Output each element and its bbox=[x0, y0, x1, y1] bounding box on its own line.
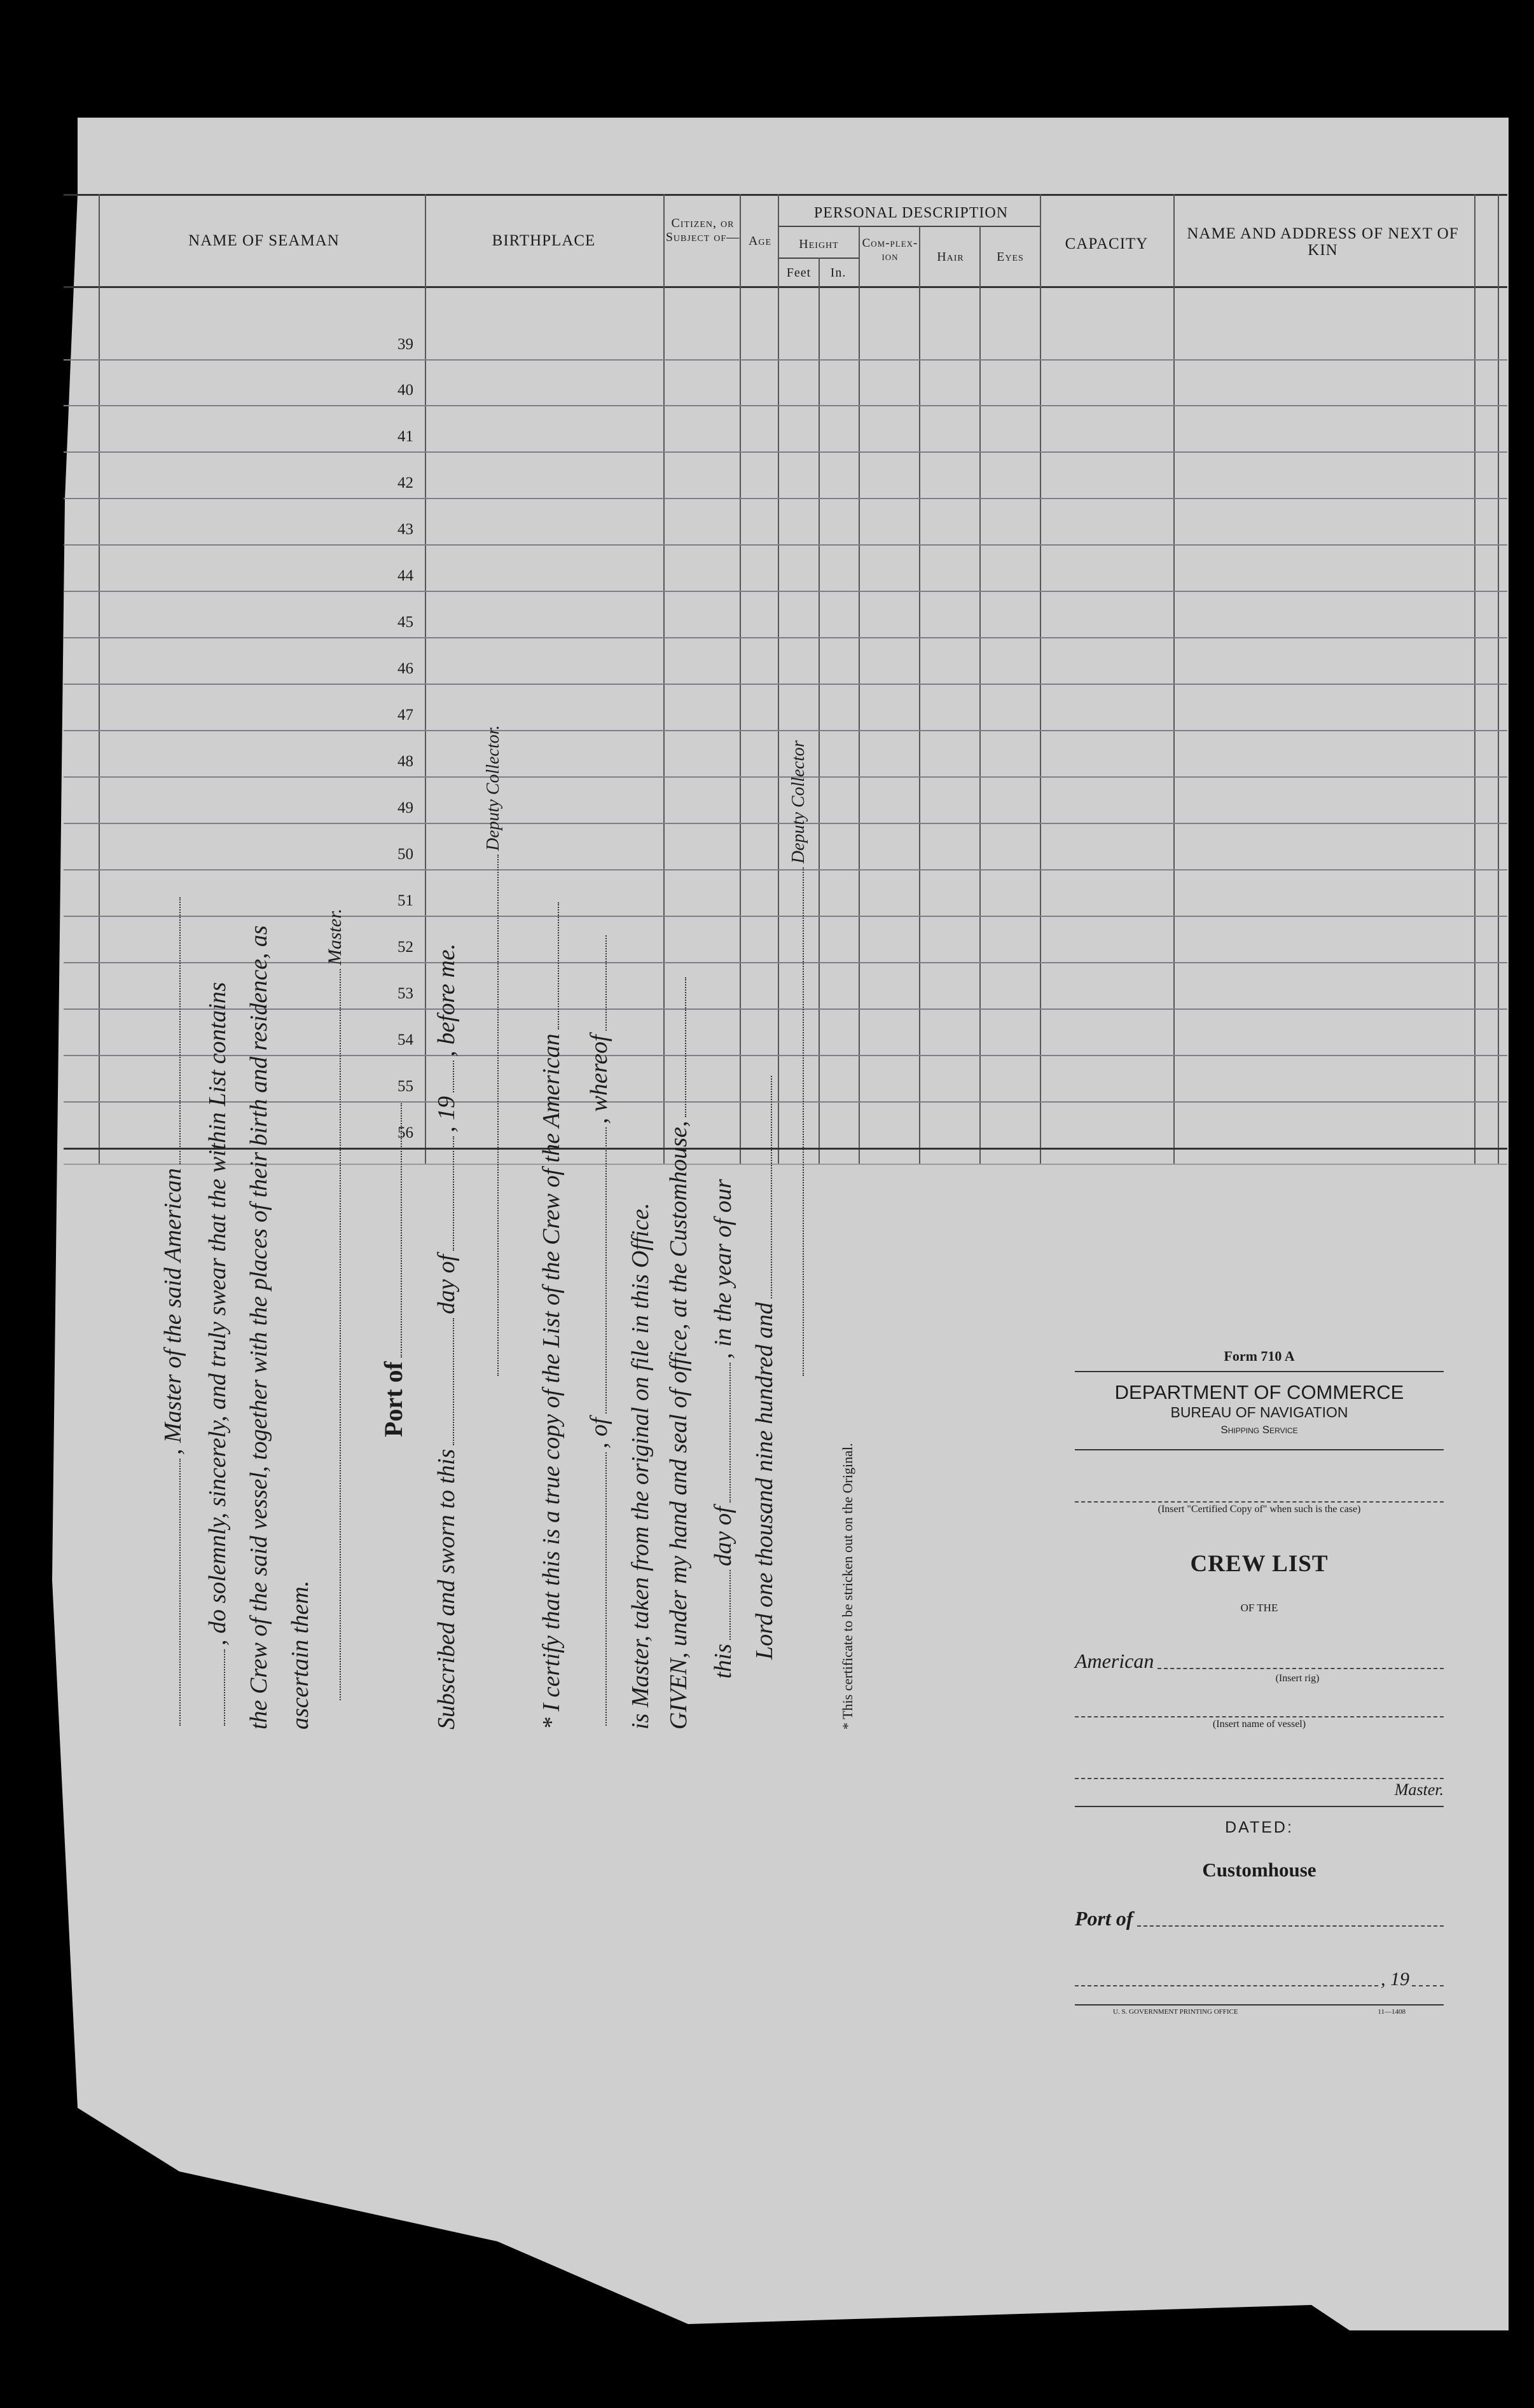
dated-label: DATED: bbox=[1225, 1819, 1294, 1836]
personal-desc-rule bbox=[779, 226, 1041, 227]
bureau-title: BUREAU OF NAVIGATION bbox=[1170, 1404, 1348, 1421]
subscribed-line: Subscribed and sworn to thisday of, 19, before me. bbox=[433, 943, 460, 1730]
insert-certified-note: (Insert "Certified Copy of" when such is the case) bbox=[1157, 1504, 1361, 1515]
of-the-label: OF THE bbox=[1240, 1602, 1278, 1614]
row-number: 42 bbox=[397, 474, 413, 492]
row-number: 44 bbox=[397, 567, 413, 584]
row-rule bbox=[64, 359, 1507, 361]
row-number: 46 bbox=[397, 660, 413, 677]
customhouse-label: Customhouse bbox=[1202, 1859, 1316, 1881]
row-number: 49 bbox=[397, 799, 413, 816]
american-rig-line bbox=[1075, 1649, 1444, 1673]
row-number: 56 bbox=[397, 1124, 413, 1141]
footnote: * This certificate to be stricken out on the Original. bbox=[840, 1443, 855, 1730]
row-number: 43 bbox=[397, 521, 413, 538]
service-title: Shipping Service bbox=[1220, 1424, 1298, 1436]
col-height: Height bbox=[799, 237, 839, 251]
col-age: Age bbox=[748, 234, 772, 248]
row-rule bbox=[64, 405, 1507, 406]
insert-name-note: (Insert name of vessel) bbox=[1212, 1719, 1306, 1730]
cover-panel bbox=[1075, 1348, 1444, 2016]
oath-line-3: the Crew of the said vessel, together with the places of their birth and residence, as bbox=[245, 925, 272, 1730]
table-top-rule bbox=[64, 194, 1507, 196]
oath-line-1: , Master of the said American bbox=[159, 893, 187, 1730]
cover-rule bbox=[1075, 1449, 1444, 1450]
row-number: 41 bbox=[397, 428, 413, 445]
oath-line-4: ascertain them. bbox=[287, 1580, 314, 1730]
col-personal-description: PERSONAL DESCRIPTION bbox=[813, 205, 1009, 221]
row-number: 54 bbox=[397, 1031, 413, 1049]
row-rule bbox=[64, 451, 1507, 453]
col-eyes: Eyes bbox=[997, 250, 1024, 264]
printer-line bbox=[1075, 2008, 1444, 2016]
port-of-field bbox=[1075, 1907, 1444, 1930]
form-number: Form 710 A bbox=[1224, 1348, 1295, 1364]
table-header-bottom-rule bbox=[64, 286, 1507, 288]
col-inches: In. bbox=[830, 266, 846, 280]
col-feet: Feet bbox=[786, 266, 812, 280]
row-number: 52 bbox=[397, 939, 413, 956]
printer-label: U. S. GOVERNMENT PRINTING OFFICE bbox=[1113, 2008, 1238, 2016]
row-number: 53 bbox=[397, 985, 413, 1002]
insert-rig-note: (Insert rig) bbox=[1275, 1673, 1320, 1684]
cover-rule bbox=[1075, 1806, 1444, 1807]
crew-list-title: CREW LIST bbox=[1190, 1551, 1329, 1577]
port-of-line: Port of bbox=[378, 1099, 408, 1437]
print-code: 11—1408 bbox=[1378, 2008, 1406, 2016]
col-name-of-seaman: NAME OF SEAMAN bbox=[188, 232, 340, 249]
master-sign-line: Master. bbox=[324, 909, 346, 1704]
row-number: 50 bbox=[397, 846, 413, 863]
row-rule bbox=[64, 498, 1507, 499]
row-number: 51 bbox=[397, 892, 413, 909]
of-whereof-line: , of, whereof bbox=[585, 932, 613, 1730]
deputy-collector-2-line: Deputy Collector bbox=[789, 740, 809, 1380]
row-number: 47 bbox=[397, 706, 413, 724]
row-number: 55 bbox=[397, 1078, 413, 1095]
certified-copy-line bbox=[1075, 1501, 1444, 1503]
american-label: American bbox=[1075, 1649, 1154, 1672]
col-birthplace: BIRTHPLACE bbox=[492, 232, 596, 249]
master-label: Master. bbox=[1394, 1780, 1444, 1799]
cover-rule bbox=[1075, 1371, 1444, 1372]
year-label: , 19 bbox=[1381, 1969, 1409, 1990]
col-next-of-kin: NAME AND ADDRESS OF NEXT OF KIN bbox=[1187, 225, 1459, 259]
row-number: 48 bbox=[397, 753, 413, 770]
is-master-line: is Master, taken from the original on file in this Office. bbox=[627, 1202, 654, 1730]
port-of-label: Port of bbox=[1075, 1907, 1133, 1930]
col-capacity: CAPACITY bbox=[1065, 235, 1149, 252]
row-number: 45 bbox=[397, 614, 413, 631]
row-number: 39 bbox=[397, 336, 413, 353]
oath-line-2: , do solemnly, sincerely, and truly swear that the within List contains bbox=[204, 982, 231, 1730]
col-divider bbox=[425, 194, 426, 1164]
certify-line: * I certify that this is a true copy of the List of the Crew of the American bbox=[537, 899, 565, 1730]
given-line: GIVEN, under my hand and seal of office, at the Customhouse, bbox=[665, 974, 693, 1730]
cover-rule bbox=[1075, 2004, 1444, 2006]
department-title: DEPARTMENT OF COMMERCE bbox=[1114, 1381, 1404, 1403]
this-day-line: thisday of, in the year of our bbox=[710, 1179, 736, 1679]
col-citizen: Citizen, or Subject of— bbox=[665, 216, 740, 244]
col-hair: Hair bbox=[937, 250, 964, 264]
master-line bbox=[1075, 1778, 1444, 1779]
deputy-collector-line: Deputy Collector. bbox=[483, 725, 504, 1380]
col-complexion: Com-plex-ion bbox=[862, 237, 918, 263]
row-number: 40 bbox=[397, 382, 413, 399]
date-field bbox=[1075, 1969, 1444, 1990]
vessel-name-line bbox=[1075, 1716, 1444, 1717]
lord-line: Lord one thousand nine hundred and bbox=[750, 1072, 778, 1660]
col-divider bbox=[99, 194, 100, 1164]
